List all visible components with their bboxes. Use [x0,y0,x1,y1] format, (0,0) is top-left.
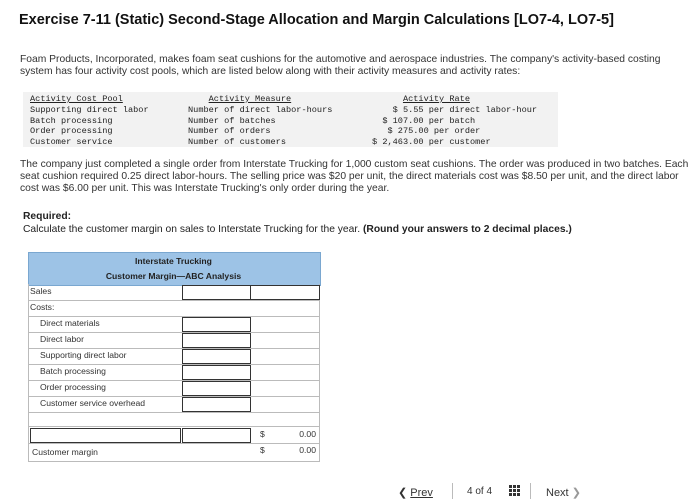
direct-materials-label: Direct materials [40,318,100,328]
activity-header-pool: Activity Cost Pool [30,94,123,104]
customer-margin-value: 0.00 [299,445,316,455]
activity-col-rate [372,94,537,148]
sales-input[interactable] [250,285,320,300]
activity-col-pool [30,94,149,148]
total-costs-value: 0.00 [299,429,316,439]
prev-label: Prev [410,487,433,499]
customer-service-label: Customer service overhead [40,398,146,408]
table-row-supporting-labor [28,348,320,365]
table-row-direct-labor [28,332,320,349]
scenario-paragraph: The company just completed a single order from Interstate Trucking for 1,000 custom seat cushions. The order was produced in two batches. Each seat cushion required 0.25 direct labor-hours. The selling price was $20 per unit, the direct materials cost was $8.50 per unit, and the direct labor cost was $6.00 per unit. This was Interstate Trucking's only order during the year. [20,159,689,194]
table-row-order-processing [28,380,320,397]
table-row-batch-processing [28,364,320,381]
activity-measure-4: Number of customers [188,137,286,148]
activity-header-measure: Activity Measure [208,94,292,104]
margin-table-subtitle: Customer Margin—ABC Analysis [105,271,242,281]
direct-labor-input[interactable] [182,333,251,348]
chevron-right-icon: ❯ [571,487,581,499]
required-instructions [23,224,572,235]
page-total: of 4 [475,486,493,497]
intro-paragraph: Foam Products, Incorporated, makes foam seat cushions for the automotive and aerospace industries. The company's activity-based costing system has four activity cost pools, which are listed below along with their activity measures and activity rates: [20,54,661,77]
next-button[interactable] [546,486,581,499]
batch-processing-label: Batch processing [40,366,106,376]
activity-rate-3: $ 275.00 per order [387,126,481,137]
activity-pool-3: Order processing [30,126,113,137]
margin-table-title: Interstate Trucking [135,256,212,266]
activity-header-rate: Activity Rate [402,94,470,104]
required-note: (Round your answers to 2 decimal places.) [362,224,572,235]
costs-label: Costs: [30,302,55,312]
activity-measure-2: Number of batches [188,115,276,126]
activity-pool-4: Customer service [30,137,113,148]
direct-labor-label: Direct labor [40,334,84,344]
batch-processing-input[interactable] [182,365,251,380]
order-processing-label: Order processing [40,382,106,392]
table-row-costs [28,300,320,317]
supporting-labor-label: Supporting direct labor [40,350,127,360]
total-cost-a-input[interactable] [182,428,251,443]
table-row-total-costs [28,427,320,444]
blank-label-input[interactable] [30,428,181,443]
activity-col-measure [188,94,332,148]
chevron-left-icon: ❮ [398,487,408,499]
activity-rate-4: $ 2,463.00 per customer [372,137,491,148]
activity-measure-3: Number of orders [188,126,271,137]
supporting-labor-input[interactable] [182,349,251,364]
prev-button[interactable] [398,486,433,499]
activity-measure-1: Number of direct labor-hours [188,104,333,115]
next-label: Next [546,487,569,499]
margin-dollar-sign: $ [260,445,265,455]
sales-input-a[interactable] [182,285,251,300]
activity-rate-1: $ 5.55 per direct labor-hour [392,104,538,115]
page-title: Exercise 7-11 (Static) Second-Stage Allocation and Margin Calculations [LO7-4, LO7-5] [19,12,614,28]
sales-label: Sales [30,286,52,296]
required-text: Calculate the customer margin on sales to Interstate Trucking for the year. [23,224,361,235]
table-row-direct-materials [28,316,320,333]
customer-service-input[interactable] [182,397,251,412]
activity-pool-1: Supporting direct labor [30,104,149,115]
page-current: 4 [467,486,473,497]
table-row-sales [28,284,320,301]
direct-materials-input[interactable] [182,317,251,332]
table-row-customer-service [28,396,320,413]
table-row-customer-margin [28,443,320,462]
grid-menu-icon[interactable] [509,485,521,497]
page-indicator [467,486,492,497]
table-row-blank [28,412,320,427]
required-label: Required: [23,211,72,222]
customer-margin-label: Customer margin [32,447,98,457]
activity-pool-2: Batch processing [30,115,113,126]
total-dollar-sign: $ [260,429,265,439]
order-processing-input[interactable] [182,381,251,396]
activity-rate-2: $ 107.00 per batch [382,115,476,126]
